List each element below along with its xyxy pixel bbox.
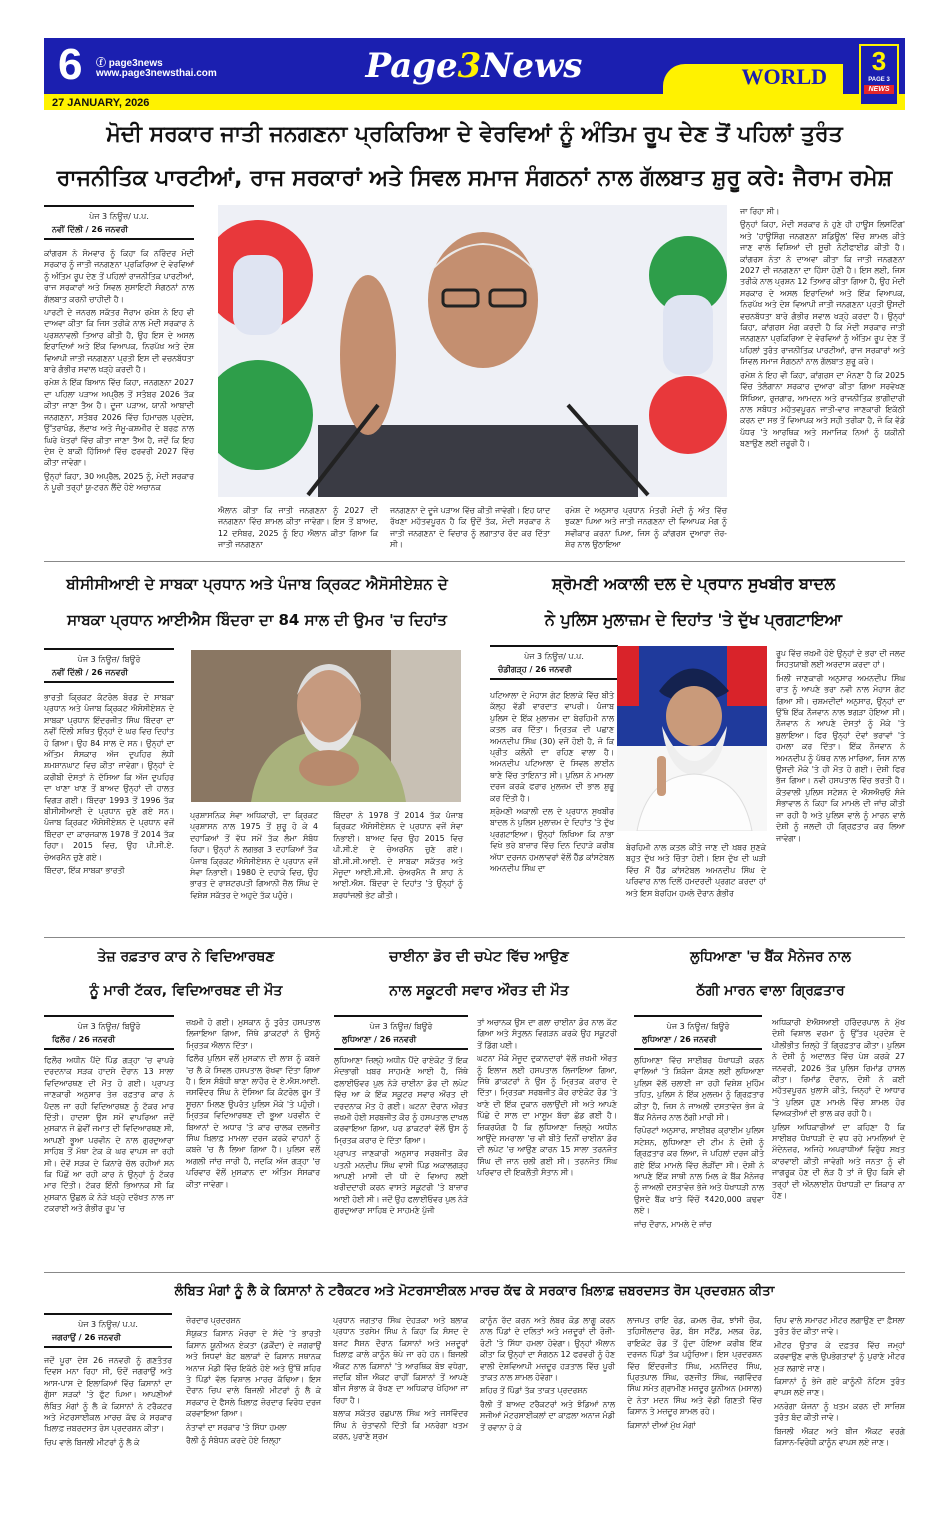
paragraph: ਮੀਟਰ ਉਤਾਰ ਕੇ ਦਫ਼ਤਰ ਵਿੱਚ ਜਮ੍ਹਾਂ ਕਰਵਾਉਣ ਵਾਲੇ ਉਪਭੋਗਤਾਵਾਂ ਨੂੰ ਪੁਰਾਣੇ ਮੀਟਰ ਮੁੜ ਲਗਾਏ ਜਾਣ। (774, 1340, 905, 1373)
paragraph: ਕਾਨੂੰਨ ਰੱਦ ਕਰਨ ਅਤੇ ਲੇਬਰ ਕੋਡ ਲਾਗੂ ਕਰਨ ਨਾਲ ਪਿੰਡਾਂ ਦੇ ਦਲਿਤਾਂ ਅਤੇ ਮਜ਼ਦੂਰਾਂ ਦੀ ਰੋਜ਼ੀ-ਰੋਟੀ 'ਤੇ ਸਿੱਧਾ ਹਮਲਾ ਹੋਵੇਗਾ। ਉਨ੍ਹਾਂ ਐਲਾਨ ਕੀਤਾ ਕਿ ਉਨ੍ਹਾਂ ਦਾ ਸੰਗਠਨ 12 ਫਰਵਰੀ ਨੂੰ ਹੋਣ ਵਾਲੀ ਦੇਸ਼ਵਿਆਪੀ ਮਜ਼ਦੂਰ ਹੜਤਾਲ ਵਿੱਚ ਪੂਰੀ ਤਾਕਤ ਨਾਲ ਸ਼ਾਮਲ ਹੋਵੇਗਾ। (480, 1316, 615, 1383)
paragraph: ਪਟਿਆਲਾ ਦੇ ਮੋਹਾਸ ਗੇਟ ਇਲਾਕੇ ਵਿੱਚ ਬੀਤੇ ਕੱਲ੍ਹ ਵੱਡੀ ਵਾਰਦਾਤ ਵਾਪਰੀ। ਪੰਜਾਬ ਪੁਲਿਸ ਦੇ ਇੱਕ ਮੁਲਾਜ਼ਮ ਦਾ ਬੇਰਹਿਮੀ ਨਾਲ ਕਤਲ ਕਰ ਦਿੱਤਾ। ਮ੍ਰਿਤਕ ਦੀ ਪਛਾਣ ਅਮਨਦੀਪ ਸਿੰਘ (30) ਵਜੋਂ ਹੋਈ ਹੈ, ਜੋ ਕਿ ਪ੍ਰੀਤ ਕਲੋਨੀ ਦਾ ਰਹਿਣ ਵਾਲਾ ਹੈ। ਅਮਨਦੀਪ ਪਟਿਆਲਾ ਦੇ ਸਿਵਲ ਲਾਈਨ ਥਾਣੇ ਵਿੱਚ ਤਾਇਨਾਤ ਸੀ। ਪੁਲਿਸ ਨੇ ਮਾਮਲਾ ਦਰਜ ਕਰਕੇ ਫਰਾਰ ਮੁਲਜ਼ਮ ਦੀ ਭਾਲ ਸ਼ੁਰੂ ਕਰ ਦਿੱਤੀ ਹੈ। (490, 691, 614, 803)
dateline: ਨਵੀਂ ਦਿੱਲੀ / 26 ਜਨਵਰੀ (52, 668, 128, 677)
headline-line: ਲੁਧਿਆਣਾ 'ਚ ਬੈਂਕ ਮੈਨੇਜਰ ਨਾਲ (690, 949, 851, 965)
paragraph: ਲੁਧਿਆਣਾ ਜ਼ਿਲ੍ਹੇ ਅਧੀਨ ਪੈਂਦੇ ਰਾਏਕੋਟ ਤੋਂ ਇਕ ਮੰਦਭਾਗੀ ਖ਼ਬਰ ਸਾਹਮਣੇ ਆਈ ਹੈ, ਜਿੱਥੇ ਫਲਾਈਓਵਰ ਪੁਲ ਨੇੜੇ ਚਾਈਨਾ ਡੋਰ ਦੀ ਲਪੇਟ ਵਿੱਚ ਆ ਕੇ ਇੱਕ ਸਕੂਟਰ ਸਵਾਰ ਔਰਤ ਦੀ ਦਰਦਨਾਕ ਮੌਤ ਹੋ ਗਈ। ਘਟਨਾ ਦੌਰਾਨ ਔਰਤ ਜ਼ਖਮੀ ਹੋਈ ਸਰਬਜੀਤ ਕੌਰ ਨੂੰ ਹਸਪਤਾਲ ਦਾਖਲ ਕਰਵਾਇਆ ਗਿਆ, ਪਰ ਡਾਕਟਰਾਂ ਵੱਲੋਂ ਉਸ ਨੂੰ ਮ੍ਰਿਤਕ ਕਰਾਰ ਦੇ ਦਿੱਤਾ ਗਿਆ। (334, 1056, 468, 1145)
badal-col-2 (626, 842, 766, 901)
dateline: ਫਿਲੌਰ / 26 ਜਨਵਰੀ (52, 1035, 116, 1044)
paragraph: ਜ਼ਖ਼ਮੀ ਹੋ ਗਈ। ਮੁਸਕਾਨ ਨੂੰ ਤੁਰੰਤ ਹਸਪਤਾਲ ਲਿਜਾਇਆ ਗਿਆ, ਜਿੱਥੇ ਡਾਕਟਰਾਂ ਨੇ ਉਸਨੂੰ ਮ੍ਰਿਤਕ ਐਲਾਨ ਦਿੱਤਾ। (186, 1018, 320, 1050)
facebook-icon: ⓕ (96, 58, 109, 69)
phillaur-col-1 (44, 1055, 174, 1217)
bindra-byline (44, 648, 174, 683)
china-dor-col-1 (334, 1055, 468, 1219)
farmers-col-4 (480, 1315, 615, 1435)
headline-line: ਮੋਦੀ ਸਰਕਾਰ ਜਾਤੀ ਜਨਗਣਨਾ ਪ੍ਰਕਿਰਿਆ ਦੇ ਵੇਰਵਿਆਂ ਨੂੰ ਅੰਤਿਮ ਰੂਪ ਦੇਣ ਤੋਂ ਪਹਿਲਾਂ ਤੁਰੰਤ (106, 122, 843, 147)
byline-agency: ਪੇਜ 3 ਨਿਊਜ਼/ ਬਿਊਰੋ (666, 1022, 730, 1031)
paragraph: ਪ੍ਰਧਾਨ ਜਗਤਾਰ ਸਿੰਘ ਦੇਹੜਕਾ ਅਤੇ ਬਲਾਕ ਪ੍ਰਧਾਨ ਤਰਸੇਮ ਸਿੰਘ ਨੇ ਕਿਹਾ ਕਿ ਸੰਸਦ ਦੇ ਬਜਟ ਸੈਸ਼ਨ ਦੌਰਾਨ ਕਿਸਾਨਾਂ ਅਤੇ ਮਜ਼ਦੂਰਾਂ ਖ਼ਿਲਾਫ਼ ਕਾਲੇ ਕਾਨੂੰਨ ਥੋਪੇ ਜਾ ਰਹੇ ਹਨ। ਬਿਜਲੀ ਐਕਟ ਨਾਲ ਕਿਸਾਨਾਂ 'ਤੇ ਆਰਥਿਕ ਬੋਝ ਵਧੇਗਾ, ਜਦਕਿ ਬੀਜ ਐਕਟ ਰਾਹੀਂ ਕਿਸਾਨਾਂ ਤੋਂ ਆਪਣੇ ਬੀਜ ਸੰਭਾਲ ਕੇ ਰੱਖਣ ਦਾ ਅਧਿਕਾਰ ਖੋਹਿਆ ਜਾ ਰਿਹਾ ਹੈ। (333, 1316, 468, 1405)
paragraph: ਰਮੇਸ਼ ਦੇ ਅਨੁਸਾਰ ਪ੍ਰਧਾਨ ਮੰਤਰੀ ਮੋਦੀ ਨੂੰ ਅੰਤ ਵਿੱਚ ਝੁਕਣਾ ਪਿਆ ਅਤੇ ਜਾਤੀ ਜਨਗਣਨਾ ਦੀ ਵਿਆਪਕ ਮੰਗ ਨੂੰ ਸਵੀਕਾਰ ਕਰਨਾ ਪਿਆ, ਜਿਸ ਨੂੰ ਕਾਂਗਰਸ ਦੁਆਰਾ ਜ਼ੋਰ-ਸ਼ੋਰ ਨਾਲ ਉਠਾਇਆ (565, 506, 727, 550)
paragraph: ਪ੍ਰਾਪਤ ਜਾਣਕਾਰੀ ਅਨੁਸਾਰ ਸਰਬਜੀਤ ਕੌਰ ਪਤਨੀ ਮਨਦੀਪ ਸਿੰਘ ਵਾਸੀ ਪਿੰਡ ਅਕਾਲਗੜ੍ਹ ਆਪਣੀ ਮਾਸੀ ਦੀ ਧੀ ਦੇ ਵਿਆਹ ਲਈ ਖਰੀਦਦਾਰੀ ਕਰਨ ਵਾਸਤੇ ਸਕੂਟਰੀ 'ਤੇ ਬਾਜ਼ਾਰ ਆਈ ਹੋਈ ਸੀ। ਜਦੋਂ ਉਹ ਫਲਾਈਓਵਰ ਪੁਲ ਨੇੜੇ ਗੁਰਦੁਆਰਾ ਸਾਹਿਬ ਦੇ ਸਾਹਮਣੇ ਪੁੱਜੀ (334, 1149, 468, 1216)
newspaper-logo (344, 46, 604, 86)
bindra-col-3 (333, 810, 463, 903)
paragraph: ਅਧਿਕਾਰੀ ਏਐਸਆਈ ਹਰਿੰਦਰਪਾਲ ਨੇ ਮੁੱਖ ਦੋਸ਼ੀ ਵਿਸ਼ਾਲ ਵਰਮਾ ਨੂੰ ਉੱਤਰ ਪ੍ਰਦੇਸ਼ ਦੇ ਪੀਲੀਭੀਤ ਜ਼ਿਲ੍ਹੇ ਤੋਂ ਗ੍ਰਿਫ਼ਤਾਰ ਕੀਤਾ। ਪੁਲਿਸ ਨੇ ਦੋਸ਼ੀ ਨੂੰ ਅਦਾਲਤ ਵਿੱਚ ਪੇਸ਼ ਕਰਕੇ 27 ਜਨਵਰੀ, 2026 ਤੱਕ ਪੁਲਿਸ ਰਿਮਾਂਡ ਹਾਸਲ ਕੀਤਾ। ਰਿਮਾਂਡ ਦੌਰਾਨ, ਦੋਸ਼ੀ ਨੇ ਕਈ ਮਹੱਤਵਪੂਰਨ ਖੁਲਾਸੇ ਕੀਤੇ, ਜਿਨ੍ਹਾਂ ਦੇ ਆਧਾਰ 'ਤੇ ਪੁਲਿਸ ਹੁਣ ਮਾਮਲੇ ਵਿੱਚ ਸ਼ਾਮਲ ਹੋਰ ਵਿਅਕਤੀਆਂ ਦੀ ਭਾਲ ਕਰ ਰਹੀ ਹੈ। (772, 1018, 905, 1119)
paragraph: ਸ਼੍ਰੋਮਣੀ ਅਕਾਲੀ ਦਲ ਦੇ ਪ੍ਰਧਾਨ ਸੁਖਬੀਰ ਬਾਦਲ ਨੇ ਪੁਲਿਸ ਮੁਲਾਜ਼ਮ ਦੇ ਦਿਹਾਂਤ 'ਤੇ ਦੁੱਖ ਪ੍ਰਗਟਾਇਆ। ਉਨ੍ਹਾਂ ਲਿਖਿਆ ਕਿ ਨਾਭਾ ਵਿਖੇ ਭਰੇ ਬਾਜ਼ਾਰ ਵਿੱਚ ਦਿਨ ਦਿਹਾੜੇ ਕਰੀਬ ਅੱਧਾ ਦਰਜਨ ਹਮਲਾਵਰਾਂ ਵੱਲੋਂ ਹੈੱਡ ਕਾਂਸਟੇਬਲ ਅਮਨਦੀਪ ਸਿੰਘ ਦਾ (490, 807, 614, 874)
headline-line: ਰਾਜਨੀਤਿਕ ਪਾਰਟੀਆਂ, ਰਾਜ ਸਰਕਾਰਾਂ ਅਤੇ ਸਿਵਲ ਸਮਾਜ ਸੰਗਠਨਾਂ ਨਾਲ ਗੱਲਬਾਤ ਸ਼ੁਰੂ ਕਰੇ: ਜੈਰਾਮ ਰਮੇਸ਼ (56, 166, 893, 191)
badal-byline (490, 645, 618, 680)
logo-part: Page (365, 46, 458, 86)
paragraph: ਐਲਾਨ ਕੀਤਾ ਕਿ ਜਾਤੀ ਜਨਗਣਨਾ ਨੂੰ 2027 ਦੀ ਜਨਗਣਨਾ ਵਿੱਚ ਸ਼ਾਮਲ ਕੀਤਾ ਜਾਵੇਗਾ। ਇਸ ਤੋਂ ਬਾਅਦ, 12 ਦਸੰਬਰ, 2025 ਨੂੰ ਇਹ ਐਲਾਨ ਕੀਤਾ ਗਿਆ ਕਿ ਜਾਤੀ ਜਨਗਣਨਾ (218, 506, 378, 550)
paragraph: ਰਮੇਸ਼ ਨੇ ਇਹ ਵੀ ਕਿਹਾ, ਕਾਂਗਰਸ ਦਾ ਮੰਨਣਾ ਹੈ ਕਿ 2025 ਵਿੱਚ ਤੇਲੰਗਾਨਾ ਸਰਕਾਰ ਦੁਆਰਾ ਕੀਤਾ ਗਿਆ ਸਰਵੇਖਣ ਸਿੱਖਿਆ, ਰੁਜ਼ਗਾਰ, ਆਮਦਨ ਅਤੇ ਰਾਜਨੀਤਿਕ ਭਾਗੀਦਾਰੀ ਨਾਲ ਸਬੰਧਤ ਮਹੱਤਵਪੂਰਨ ਜਾਤੀ-ਵਾਰ ਜਾਣਕਾਰੀ ਇਕੱਠੀ ਕਰਨ ਦਾ ਸਭ ਤੋਂ ਵਿਆਪਕ ਅਤੇ ਸਹੀ ਤਰੀਕਾ ਹੈ, ਜੋ ਕਿ ਵੱਡੇ ਪੱਧਰ 'ਤੇ ਆਰਥਿਕ ਅਤੇ ਸਮਾਜਿਕ ਨਿਆਂ ਨੂੰ ਯਕੀਨੀ ਬਣਾਉਣ ਲਈ ਜ਼ਰੂਰੀ ਹੈ। (740, 370, 905, 449)
bindra-headline (44, 566, 470, 638)
paragraph: ਕਾਂਗਰਸ ਨੇ ਸੋਮਵਾਰ ਨੂੰ ਕਿਹਾ ਕਿ ਨਰਿੰਦਰ ਮੋਦੀ ਸਰਕਾਰ ਨੂੰ ਜਾਤੀ ਜਨਗਣਨਾ ਪ੍ਰਕਿਰਿਆ ਦੇ ਵੇਰਵਿਆਂ ਨੂੰ ਅੰਤਿਮ ਰੂਪ ਦੇਣ ਤੋਂ ਪਹਿਲਾਂ ਰਾਜਨੀਤਿਕ ਪਾਰਟੀਆਂ, ਰਾਜ ਸਰਕਾਰਾਂ ਅਤੇ ਸਿਵਲ ਸੁਸਾਇਟੀ ਸੰਗਠਨਾਂ ਨਾਲ ਗੱਲਬਾਤ ਕਰਨੀ ਚਾਹੀਦੀ ਹੈ। (44, 249, 194, 304)
paragraph: ਕਿਸਾਨਾਂ ਨੂੰ ਭੇਜੇ ਗਏ ਕਾਨੂੰਨੀ ਨੋਟਿਸ ਤੁਰੰਤ ਵਾਪਸ ਲਏ ਜਾਣ। (774, 1377, 905, 1398)
paragraph: ਚਿਪ ਵਾਲੇ ਸਮਾਰਟ ਮੀਟਰ ਲਗਾਉਣ ਦਾ ਫ਼ੈਸਲਾ ਤੁਰੰਤ ਰੱਦ ਕੀਤਾ ਜਾਵੇ। (774, 1316, 905, 1337)
divider (44, 1272, 905, 1273)
headline-line: ਸ਼੍ਰੋਮਣੀ ਅਕਾਲੀ ਦਲ ਦੇ ਪ੍ਰਧਾਨ ਸੁਖਬੀਰ ਬਾਦਲ (551, 574, 836, 593)
main-col-5 (740, 206, 905, 452)
headline-line: ਚਾਈਨਾ ਡੋਰ ਦੀ ਚਪੇਟ ਵਿੱਚ ਆਉਣ (389, 949, 569, 965)
badal-col-3 (776, 648, 905, 846)
byline-agency: ਪੇਜ 3 ਨਿਊਜ਼/ ਬਿਊਰੋ (369, 1022, 433, 1031)
badge-text: PAGE 3 (868, 77, 890, 83)
bindra-col-1 (44, 692, 174, 879)
paragraph: ਭਾਰਤੀ ਕ੍ਰਿਕਟ ਕੰਟਰੋਲ ਬੋਰਡ ਦੇ ਸਾਬਕਾ ਪ੍ਰਧਾਨ ਅਤੇ ਪੰਜਾਬ ਕ੍ਰਿਕਟ ਐਸੋਸੀਏਸ਼ਨ ਦੇ ਸਾਬਕਾ ਪ੍ਰਧਾਨ ਇੰਦਰਜੀਤ ਸਿੰਘ ਬਿੰਦਰਾ ਦਾ ਨਵੀਂ ਦਿੱਲੀ ਸਥਿਤ ਉਨ੍ਹਾਂ ਦੇ ਘਰ ਵਿਚ ਦਿਹਾਂਤ ਹੋ ਗਿਆ। ਉਹ 84 ਸਾਲ ਦੇ ਸਨ। ਉਨ੍ਹਾਂ ਦਾ ਅੰਤਿਮ ਸੰਸਕਾਰ ਅੱਜ ਦੁਪਹਿਰ ਲੋਧੀ ਸ਼ਮਸ਼ਾਨਘਾਟ ਵਿਚ ਕੀਤਾ ਜਾਵੇਗਾ। ਉਨ੍ਹਾਂ ਦੇ ਕਰੀਬੀ ਦੋਸਤਾਂ ਨੇ ਦੱਸਿਆ ਕਿ ਅੱਜ ਦੁਪਹਿਰ ਦਾ ਖਾਣਾ ਖਾਣ ਤੋਂ ਬਾਅਦ ਉਨ੍ਹਾਂ ਦੀ ਹਾਲਤ ਵਿਗੜ ਗਈ। ਬਿੰਦਰਾ 1993 ਤੋਂ 1996 ਤੱਕ ਬੀਸੀਸੀਆਈ ਦੇ ਪ੍ਰਧਾਨ ਚੁਣੇ ਗਏ ਸਨ। ਪੰਜਾਬ ਕ੍ਰਿਕਟ ਐਸੋਸੀਏਸ਼ਨ ਦੇ ਪ੍ਰਧਾਨ ਵਜੋਂ ਬਿੰਦਰਾ ਦਾ ਕਾਰਜਕਾਲ 1978 ਤੋਂ 2014 ਤੱਕ ਰਿਹਾ। 2015 ਵਿਚ, ਉਹ ਪੀ.ਸੀ.ਏ. ਚੇਅਰਮੈਨ ਚੁਣੇ ਗਏ। (44, 693, 174, 862)
byline-agency: ਪੇਜ 3 ਨਿਊਜ਼/ ਬਿਊਰੋ (77, 655, 141, 664)
bank-fraud-headline (636, 940, 905, 1008)
bindra-col-2 (190, 810, 318, 903)
farmers-headline: ਲੰਬਿਤ ਮੰਗਾਂ ਨੂੰ ਲੈ ਕੇ ਕਿਸਾਨਾਂ ਨੇ ਟਰੈਕਟਰ ਅਤੇ ਮੋਟਰਸਾਈਕਲ ਮਾਰਚ ਕੱਢ ਕੇ ਸਰਕਾਰ ਖ਼ਿਲਾਫ਼ ਜ਼ਬਰਦਸਤ ਰੋਸ ਪ੍ਰਦਰਸ਼ਨ ਕੀਤਾ (174, 1284, 775, 1299)
headline-line: ਨੇ ਪੁਲਿਸ ਮੁਲਾਜ਼ਮ ਦੇ ਦਿਹਾਂਤ 'ਤੇ ਦੁੱਖ ਪ੍ਰਗਟਾਇਆ (544, 610, 843, 629)
main-col-4 (565, 505, 727, 553)
paragraph: ਤਾਂ ਅਚਾਨਕ ਉਸ ਦਾ ਗਲਾ ਚਾਈਨਾ ਡੋਰ ਨਾਲ ਕੱਟ ਗਿਆ ਅਤੇ ਸੰਤੁਲਨ ਵਿਗੜਨ ਕਰਕੇ ਉਹ ਸਕੂਟਰੀ ਤੋਂ ਡਿੱਗ ਪਈ। (477, 1018, 617, 1050)
china-dor-byline (334, 1015, 468, 1050)
dateline: ਲੁਧਿਆਣਾ / 26 ਜਨਵਰੀ (642, 1035, 717, 1044)
paragraph: ਬਿਜਲੀ ਐਕਟ ਅਤੇ ਬੀਜ ਐਕਟ ਵਰਗੇ ਕਿਸਾਨ-ਵਿਰੋਧੀ ਕਾਨੂੰਨ ਵਾਪਸ ਲਏ ਜਾਣ। (774, 1426, 905, 1448)
farmers-col-2 (186, 1315, 321, 1448)
paragraph: ਉਨ੍ਹਾਂ ਕਿਹਾ, ਮੋਦੀ ਸਰਕਾਰ ਨੇ ਹੁਣੇ ਹੀ ਹਾਊਸ ਲਿਸਟਿੰਗ' ਅਤੇ 'ਹਾਊਸਿੰਗ ਜਨਗਣਨਾ ਸ਼ਡਿਊਲ' ਵਿੱਚ ਸ਼ਾਮਲ ਕੀਤੇ ਜਾਣ ਵਾਲੇ ਵਿਸ਼ਿਆਂ ਦੀ ਸੂਚੀ ਨੋਟੀਫਾਈਡ ਕੀਤੀ ਹੈ। ਕਾਂਗਰਸ ਨੇਤਾ ਨੇ ਦਾਅਵਾ ਕੀਤਾ ਕਿ ਜਾਤੀ ਜਨਗਣਨਾ 2027 ਦੀ ਜਨਗਣਨਾ ਦਾ ਹਿੱਸਾ ਹੋਣੀ ਹੈ। ਇਸ ਲਈ, ਜਿਸ ਤਰੀਕੇ ਨਾਲ ਪ੍ਰਸ਼ਨ 12 ਤਿਆਰ ਕੀਤਾ ਗਿਆ ਹੈ, ਉਹ ਮੋਦੀ ਸਰਕਾਰ ਦੇ ਅਸਲ ਇਰਾਦਿਆਂ ਅਤੇ ਇੱਕ ਵਿਆਪਕ, ਨਿਰਪੱਖ ਅਤੇ ਦੇਸ਼ ਵਿਆਪੀ ਜਾਤੀ ਜਨਗਣਨਾ ਪ੍ਰਤੀ ਉਸਦੀ ਵਚਨਬੱਧਤਾ ਬਾਰੇ ਗੰਭੀਰ ਸਵਾਲ ਖੜ੍ਹੇ ਕਰਦਾ ਹੈ। ਉਨ੍ਹਾਂ ਕਿਹਾ, ਕਾਂਗਰਸ ਮੰਗ ਕਰਦੀ ਹੈ ਕਿ ਮੋਦੀ ਸਰਕਾਰ ਜਾਤੀ ਜਨਗਣਨਾ ਪ੍ਰਕਿਰਿਆ ਦੇ ਵੇਰਵਿਆਂ ਨੂੰ ਅੰਤਿਮ ਰੂਪ ਦੇਣ ਤੋਂ ਪਹਿਲਾਂ ਤੁਰੰਤ ਰਾਜਨੀਤਿਕ ਪਾਰਟੀਆਂ, ਰਾਜ ਸਰਕਾਰਾਂ ਅਤੇ ਸਿਵਲ ਸਮਾਜ ਸੰਗਠਨਾਂ ਨਾਲ ਗੱਲਬਾਤ ਸ਼ੁਰੂ ਕਰੇ। (740, 220, 905, 367)
dateline: ਚੰਡੀਗੜ੍ਹ / 26 ਜਨਵਰੀ (498, 665, 572, 674)
badge-number: 3 (871, 46, 887, 76)
paragraph: ਬੇਰਹਿਮੀ ਨਾਲ ਕਤਲ ਕੀਤੇ ਜਾਣ ਦੀ ਖ਼ਬਰ ਸੁਣਕੇ ਬਹੁਤ ਦੁੱਖ ਅਤੇ ਚਿੰਤਾ ਹੋਈ। ਇਸ ਦੁੱਖ ਦੀ ਘੜੀ ਵਿੱਚ ਮੈਂ ਹੈੱਡ ਕਾਂਸਟੇਬਲ ਅਮਨਦੀਪ ਸਿੰਘ ਦੇ ਪਰਿਵਾਰ ਨਾਲ ਦਿਲੋਂ ਹਮਦਰਦੀ ਪ੍ਰਗਟ ਕਰਦਾ ਹਾਂ ਅਤੇ ਇਸ ਬੇਰਹਿਮ ਹਮਲੇ ਦੌਰਾਨ ਗੰਭੀਰ (626, 843, 766, 898)
social-handle[interactable] (96, 54, 163, 69)
main-col-1 (44, 248, 194, 496)
jairam-ramesh-photo (218, 205, 727, 497)
byline-agency: ਪੇਜ 3 ਨਿਊਜ਼/ ਪ.ਪ. (78, 1320, 138, 1329)
main-headline (44, 113, 905, 201)
paragraph: ਜਦੋਂ ਪੂਰਾ ਦੇਸ਼ 26 ਜਨਵਰੀ ਨੂੰ ਗਣਤੰਤਰ ਦਿਵਸ ਮਨਾ ਰਿਹਾ ਸੀ, ਓਦੋਂ ਜਗਰਾਉਂ ਅਤੇ ਆਸ-ਪਾਸ ਦੇ ਇਲਾਕਿਆਂ ਵਿੱਚ ਕਿਸਾਨਾਂ ਦਾ ਗੁੱਸਾ ਸੜਕਾਂ 'ਤੇ ਫੁੱਟ ਪਿਆ। ਆਪਣੀਆਂ ਲੰਬਿਤ ਮੰਗਾਂ ਨੂੰ ਲੈ ਕੇ ਕਿਸਾਨਾਂ ਨੇ ਟਰੈਕਟਰ ਅਤੇ ਮੋਟਰਸਾਈਕਲ ਮਾਰਚ ਕੱਢ ਕੇ ਸਰਕਾਰ ਖ਼ਿਲਾਫ਼ ਜ਼ਬਰਦਸਤ ਰੋਸ ਪ੍ਰਦਰਸ਼ਨ ਕੀਤਾ। (44, 1356, 172, 1434)
paragraph: ਮਿਲੀ ਜਾਣਕਾਰੀ ਅਨੁਸਾਰ ਅਮਨਦੀਪ ਸਿੰਘ ਰਾਤ ਨੂੰ ਆਪਣੇ ਭਰਾ ਨਵੀ ਨਾਲ ਮੋਹਾਸ ਗੇਟ ਗਿਆ ਸੀ। ਚਸ਼ਮਦੀਦਾਂ ਅਨੁਸਾਰ, ਉਨ੍ਹਾਂ ਦਾ ਉੱਥੇ ਇੱਕ ਨੌਜਵਾਨ ਨਾਲ ਝਗੜਾ ਹੋਇਆ ਸੀ। ਨੌਜਵਾਨ ਨੇ ਆਪਣੇ ਦੋਸਤਾਂ ਨੂੰ ਮੌਕੇ 'ਤੇ ਬੁਲਾਇਆ। ਫਿਰ ਉਨ੍ਹਾਂ ਦੋਵਾਂ ਭਰਾਵਾਂ 'ਤੇ ਹਮਲਾ ਕਰ ਦਿੱਤਾ। ਇੱਕ ਨੌਜਵਾਨ ਨੇ ਅਮਨਦੀਪ ਨੂੰ ਪੱਥਰ ਨਾਲ ਮਾਰਿਆ, ਜਿਸ ਨਾਲ ਉਸਦੀ ਮੌਕੇ 'ਤੇ ਹੀ ਮੌਤ ਹੋ ਗਈ। ਦੋਸ਼ੀ ਫਿਰ ਭੱਜ ਗਿਆ। ਨਵੀ ਹਸਪਤਾਲ ਵਿੱਚ ਭਰਤੀ ਹੈ। ਕੋਤਵਾਲੀ ਪੁਲਿਸ ਸਟੇਸ਼ਨ ਦੇ ਐਸਐਚਓ ਸੰਜੇ ਸੰਭਾਵਾਲ ਨੇ ਕਿਹਾ ਕਿ ਮਾਮਲੇ ਦੀ ਜਾਂਚ ਕੀਤੀ ਜਾ ਰਹੀ ਹੈ ਅਤੇ ਪੁਲਿਸ ਵਾਲੇ ਨੂੰ ਮਾਰਨ ਵਾਲੇ ਦੋਸ਼ੀ ਨੂੰ ਜਲਦੀ ਹੀ ਗ੍ਰਿਫ਼ਤਾਰ ਕਰ ਲਿਆ ਜਾਵੇਗਾ। (776, 673, 905, 843)
farmers-byline (44, 1313, 172, 1348)
farmers-col-1 (44, 1355, 172, 1450)
paragraph: ਮਨਰੇਗਾ ਯੋਜਨਾ ਨੂੰ ਖ਼ਤਮ ਕਰਨ ਦੀ ਸਾਜ਼ਿਸ਼ ਤੁਰੰਤ ਬੰਦ ਕੀਤੀ ਜਾਵੇ। (774, 1401, 905, 1423)
farmers-col-6 (774, 1315, 905, 1450)
paragraph: ਕਿਸਾਨਾਂ ਦੀਆਂ ਮੁੱਖ ਮੰਗਾਂ (627, 1420, 696, 1430)
china-dor-col-2 (477, 1017, 617, 1181)
divider (44, 561, 905, 562)
paragraph: ਪਾਰਟੀ ਦੇ ਜਨਰਲ ਸਕੱਤਰ ਜੈਰਾਮ ਰਮੇਸ਼ ਨੇ ਇਹ ਵੀ ਦਾਅਵਾ ਕੀਤਾ ਕਿ ਜਿਸ ਤਰੀਕੇ ਨਾਲ ਮੋਦੀ ਸਰਕਾਰ ਨੇ ਪ੍ਰਸ਼ਨਾਵਲੀ ਤਿਆਰ ਕੀਤੀ ਹੈ, ਉਹ ਇਸ ਦੇ ਅਸਲ ਇਰਾਦਿਆਂ ਅਤੇ ਇੱਕ ਵਿਆਪਕ, ਨਿਰਪੱਖ ਅਤੇ ਦੇਸ਼ ਵਿਆਪੀ ਜਾਤੀ ਜਨਗਣਨਾ ਪ੍ਰਤੀ ਇਸ ਦੀ ਵਚਨਬੱਧਤਾ ਬਾਰੇ ਗੰਭੀਰ ਸਵਾਲ ਖੜ੍ਹੇ ਕਰਦੀ ਹੈ। (44, 308, 194, 375)
paragraph: ਸੰਯੁਕਤ ਕਿਸਾਨ ਮੋਰਚਾ ਦੇ ਸੱਦੇ 'ਤੇ ਭਾਰਤੀ ਕਿਸਾਨ ਯੂਨੀਅਨ ਏਕਤਾ (ਡਕੌਂਦਾ) ਦੇ ਜਗਰਾਉਂ ਅਤੇ ਸਿਧਵਾਂ ਬੇਟ ਬਲਾਕਾਂ ਦੇ ਕਿਸਾਨ ਸਥਾਨਕ ਅਨਾਜ ਮੰਡੀ ਵਿੱਚ ਇਕੱਠੇ ਹੋਏ ਅਤੇ ਉੱਥੋਂ ਸ਼ਹਿਰ ਤੇ ਪਿੰਡਾਂ ਵੱਲ ਵਿਸ਼ਾਲ ਮਾਰਚ ਕੱਢਿਆ। ਇਸ ਦੌਰਾਨ ਚਿਪ ਵਾਲੇ ਬਿਜਲੀ ਮੀਟਰਾਂ ਨੂੰ ਲੈ ਕੇ ਸਰਕਾਰ ਦੇ ਫੈਸਲੇ ਖ਼ਿਲਾਫ਼ ਜ਼ੋਰਦਾਰ ਵਿਰੋਧ ਦਰਜ ਕਰਵਾਇਆ ਗਿਆ। (186, 1329, 321, 1419)
badge-tag: NEWS (864, 85, 894, 94)
paragraph: ਉਨ੍ਹਾਂ ਕਿਹਾ, 30 ਅਪ੍ਰੈਲ, 2025 ਨੂੰ, ਮੋਦੀ ਸਰਕਾਰ ਨੇ ਪੂਰੀ ਤਰ੍ਹਾਂ ਯੂ-ਟਰਨ ਲੈਂਦੇ ਹੋਏ ਅਚਾਨਕ (44, 471, 194, 493)
paragraph: ਰੈਲੀ ਤੋਂ ਬਾਅਦ ਟਰੈਕਟਰਾਂ ਅਤੇ ਝੰਡਿਆਂ ਨਾਲ ਸਜੀਆਂ ਮੋਟਰਸਾਈਕਲਾਂ ਦਾ ਕਾਫ਼ਲਾ ਅਨਾਜ ਮੰਡੀ ਤੋਂ ਰਵਾਨਾ ਹੋ ਕੇ (480, 1399, 615, 1432)
headline-line: ਬੀਸੀਸੀਆਈ ਦੇ ਸਾਬਕਾ ਪ੍ਰਧਾਨ ਅਤੇ ਪੰਜਾਬ ਕ੍ਰਿਕਟ ਐਸੋਸੀਏਸ਼ਨ ਦੇ (66, 575, 448, 593)
paragraph: ਫਿਲੌਰ ਅਧੀਨ ਪੈਂਦੇ ਪਿੰਡ ਗੜ੍ਹਾ 'ਚ ਵਾਪਰੇ ਦਰਦਨਾਕ ਸੜਕ ਹਾਦਸੇ ਦੌਰਾਨ 13 ਸਾਲਾ ਵਿਦਿਆਰਥਣ ਦੀ ਮੌਤ ਹੋ ਗਈ। ਪ੍ਰਾਪਤ ਜਾਣਕਾਰੀ ਅਨੁਸਾਰ ਤੇਜ਼ ਰਫ਼ਤਾਰ ਕਾਰ ਨੇ ਪੈਦਲ ਜਾ ਰਹੀ ਵਿਦਿਆਰਥਣ ਨੂੰ ਟੱਕਰ ਮਾਰ ਦਿੱਤੀ। ਹਾਦਸਾ ਉਸ ਸਮੇਂ ਵਾਪਰਿਆ ਜਦੋਂ ਮੁਸਕਾਨ ਜੋ ਛੇਵੀਂ ਜਮਾਤ ਦੀ ਵਿਦਿਆਰਥਣ ਸੀ, ਆਪਣੀ ਭੂਆ ਪਰਵੀਨ ਦੇ ਨਾਲ ਗੁਰਦੁਆਰਾ ਸਾਹਿਬ ਤੋਂ ਮੱਥਾ ਟੇਕ ਕੇ ਘਰ ਵਾਪਸ ਜਾ ਰਹੀ ਸੀ। ਦੋਵੇਂ ਸੜਕ ਦੇ ਕਿਨਾਰੇ ਚੱਲ ਰਹੀਆਂ ਸਨ ਕਿ ਪਿੱਛੋਂ ਆ ਰਹੀ ਕਾਰ ਨੇ ਉਨ੍ਹਾਂ ਨੂੰ ਟੱਕਰ ਮਾਰ ਦਿੱਤੀ। ਟੱਕਰ ਇੰਨੀ ਭਿਆਨਕ ਸੀ ਕਿ ਮੁਸਕਾਨ ਉਛਲ ਕੇ ਨੇੜੇ ਖੜ੍ਹੇ ਦਰੱਖਤ ਨਾਲ ਜਾ ਟਕਰਾਈ ਅਤੇ ਗੰਭੀਰ ਰੂਪ 'ਚ (44, 1056, 174, 1214)
headline-line: ਠੱਗੀ ਮਾਰਨ ਵਾਲਾ ਗ੍ਰਿਫ਼ਤਾਰ (696, 983, 845, 999)
bank-fraud-col-2 (772, 1017, 905, 1204)
phillaur-headline (44, 940, 328, 1008)
section-label: WORLD (741, 64, 827, 89)
logo-part: News (481, 46, 583, 86)
is-bindra-photo (191, 650, 461, 802)
farmers-col-5 (627, 1315, 762, 1433)
page-number: 6 (58, 40, 83, 89)
paragraph: ਬਲਾਕ ਸਕੱਤਰ ਰਛਪਾਲ ਸਿੰਘ ਅਤੇ ਜਸਵਿੰਦਰ ਸਿੰਘ ਨੇ ਚੇਤਾਵਨੀ ਦਿੱਤੀ ਕਿ ਮਨਰੇਗਾ ਖ਼ਤਮ ਕਰਨ, ਪੁਰਾਣੇ ਸ਼੍ਰਮ (333, 1409, 468, 1442)
sukhbir-badal-photo (617, 646, 767, 831)
dateline: ਲੁਧਿਆਣਾ / 26 ਜਨਵਰੀ (342, 1035, 417, 1044)
byline-agency: ਪੇਜ 3 ਨਿਊਜ਼/ ਬਿਊਰੋ (77, 1022, 141, 1031)
website-link[interactable]: www.page3newsthai.com (96, 68, 217, 79)
page3-badge-logo (859, 44, 899, 106)
headline-line: ਸਾਬਕਾ ਪ੍ਰਧਾਨ ਆਈਐਸ ਬਿੰਦਰਾ ਦਾ 84 ਸਾਲ ਦੀ ਉਮਰ 'ਚ ਦਿਹਾਂਤ (67, 611, 447, 629)
paragraph: ਲਾਜਪਤ ਰਾਇ ਰੋਡ, ਕਮਲ ਚੌਕ, ਝਾਂਸੀ ਚੌਕ, ਤਹਿਸੀਲਦਾਰ ਰੋਡ, ਬੱਸ ਸਟੈਂਡ, ਮਲਕ ਰੋਡ, ਰਾਇਕੋਟ ਰੋਡ ਤੋਂ ਹੁੰਦਾ ਹੋਇਆ ਕਰੀਬ ਇੱਕ ਦਰਜਨ ਪਿੰਡਾਂ ਤੱਕ ਪਹੁੰਚਿਆ। ਇਸ ਪ੍ਰਦਰਸ਼ਨ ਵਿੱਚ ਇੰਦਰਜੀਤ ਸਿੰਘ, ਮਨਜਿੰਦਰ ਸਿੰਘ, ਪ੍ਰਿਤਪਾਲ ਸਿੰਘ, ਰਣਜੀਤ ਸਿੰਘ, ਜਗਵਿੰਦਰ ਸਿੰਘ ਸਮੇਤ ਗ੍ਰਾਮੀਣ ਮਜ਼ਦੂਰ ਯੂਨੀਅਨ (ਮਸਾਲ) ਦੇ ਨੇਤਾ ਮਦਨ ਸਿੰਘ ਅਤੇ ਵੱਡੀ ਗਿਣਤੀ ਵਿੱਚ ਕਿਸਾਨ ਤੇ ਮਜ਼ਦੂਰ ਸ਼ਾਮਲ ਰਹੇ। (627, 1316, 762, 1417)
paragraph: ਰਮੇਸ਼ ਨੇ ਇੱਕ ਬਿਆਨ ਵਿੱਚ ਕਿਹਾ, ਜਨਗਣਨਾ 2027 ਦਾ ਪਹਿਲਾ ਪੜਾਅ ਅਪ੍ਰੈਲ ਤੋਂ ਸਤੰਬਰ 2026 ਤੱਕ ਕੀਤਾ ਜਾਣਾ ਤੈਅ ਹੈ। ਦੂਜਾ ਪੜਾਅ, ਯਾਨੀ ਆਬਾਦੀ ਜਨਗਣਨਾ, ਸਤੰਬਰ 2026 ਵਿੱਚ ਹਿਮਾਚਲ ਪ੍ਰਦੇਸ਼, ਉੱਤਰਾਖੰਡ, ਲੱਦਾਖ ਅਤੇ ਜੰਮੂ-ਕਸ਼ਮੀਰ ਦੇ ਬਰਫ਼ ਨਾਲ ਘਿਰੇ ਖੇਤਰਾਂ ਵਿੱਚ ਕੀਤਾ ਜਾਣਾ ਤੈਅ ਹੈ, ਜਦੋਂ ਕਿ ਇਹ ਦੇਸ਼ ਦੇ ਬਾਕੀ ਹਿੱਸਿਆਂ ਵਿੱਚ ਫਰਵਰੀ 2027 ਵਿੱਚ ਕੀਤਾ ਜਾਵੇਗਾ। (44, 378, 194, 468)
phillaur-byline (44, 1015, 174, 1050)
byline-agency: ਪੇਜ 3 ਨਿਊਜ਼/ ਪ.ਪ. (89, 212, 149, 221)
paragraph: ਜਾਂਚ ਦੌਰਾਨ, ਮਾਮਲੇ ਦੇ ਜਾਂਚ (634, 1219, 712, 1229)
paragraph: ਪ੍ਰਸ਼ਾਸਨਿਕ ਸੇਵਾ ਅਧਿਕਾਰੀ, ਦਾ ਕ੍ਰਿਕਟ ਪ੍ਰਸ਼ਾਸਨ ਨਾਲ 1975 ਤੋਂ ਸ਼ੁਰੂ ਹੋ ਕੇ 4 ਦਹਾਕਿਆਂ ਤੋਂ ਵੱਧ ਸਮੇਂ ਤੱਕ ਲੰਮਾ ਸੰਬੰਧ ਰਿਹਾ। ਉਨ੍ਹਾਂ ਨੇ ਲਗਭਗ 3 ਦਹਾਕਿਆਂ ਤੱਕ ਪੰਜਾਬ ਕ੍ਰਿਕਟ ਐਸੋਸੀਏਸ਼ਨ ਦੇ ਪ੍ਰਧਾਨ ਵਜੋਂ ਸੇਵਾ ਨਿਭਾਈ। 1980 ਦੇ ਦਹਾਕੇ ਵਿਚ, ਉਹ ਭਾਰਤ ਦੇ ਰਾਸ਼ਟਰਪਤੀ ਗਿਆਨੀ ਜ਼ੈਲ ਸਿੰਘ ਦੇ ਵਿਸ਼ੇਸ਼ ਸਕੱਤਰ ਦੇ ਅਹੁਦੇ ਤੱਕ ਪਹੁੰਚੇ। (190, 811, 318, 900)
paragraph: ਜਨਗਣਨਾ ਦੇ ਦੂਜੇ ਪੜਾਅ ਵਿੱਚ ਕੀਤੀ ਜਾਵੇਗੀ। ਇਹ ਯਾਦ ਰੱਖਣਾ ਮਹੱਤਵਪੂਰਨ ਹੈ ਕਿ ਉਦੋਂ ਤੱਕ, ਮੋਦੀ ਸਰਕਾਰ ਨੇ ਜਾਤੀ ਜਨਗਣਨਾ ਦੇ ਵਿਚਾਰ ਨੂੰ ਲਗਾਤਾਰ ਰੱਦ ਕਰ ਦਿੱਤਾ ਸੀ। (390, 506, 550, 550)
dateline: ਜਗਰਾਉਂ / 26 ਜਨਵਰੀ (52, 1333, 121, 1342)
badal-headline (482, 566, 905, 638)
paragraph: ਰੂਪ ਵਿੱਚ ਜ਼ਖ਼ਮੀ ਹੋਏ ਉਨ੍ਹਾਂ ਦੇ ਭਰਾ ਦੀ ਜਲਦ ਸਿਹਤਯਾਬੀ ਲਈ ਅਰਦਾਸ ਕਰਦਾ ਹਾਂ। (776, 649, 905, 670)
paragraph: ਨੇਤਾਵਾਂ ਦਾ ਸਰਕਾਰ 'ਤੇ ਸਿੱਧਾ ਹਮਲਾ (186, 1422, 287, 1432)
headline-line: ਨੂੰ ਮਾਰੀ ਟੱਕਰ, ਵਿਦਿਆਰਥਣ ਦੀ ਮੌਤ (89, 983, 283, 999)
masthead (44, 38, 905, 110)
paragraph: ਚਿਪ ਵਾਲੇ ਬਿਜਲੀ ਮੀਟਰਾਂ ਨੂੰ ਲੈ ਕੇ (44, 1437, 140, 1447)
issue-date: 27 JANUARY, 2026 (52, 97, 150, 109)
divider (44, 937, 905, 938)
social-handle-text: page3news (108, 58, 163, 69)
china-dor-headline (334, 940, 624, 1008)
bank-fraud-byline (634, 1015, 762, 1050)
main-col-3 (390, 505, 550, 553)
bank-fraud-col-1 (634, 1055, 764, 1232)
farmers-col-3 (333, 1315, 468, 1444)
paragraph: ਰੈਲੀ ਨੂੰ ਸੰਬੋਧਨ ਕਰਦੇ ਹੋਏ ਜ਼ਿਲ੍ਹਾ (186, 1436, 281, 1446)
phillaur-col-2 (186, 1017, 320, 1192)
paragraph: ਜ਼ੋਰਦਾਰ ਪ੍ਰਦਰਸ਼ਨ (186, 1316, 241, 1325)
paragraph: ਬਿੰਦਰਾ, ਇੱਕ ਸਾਬਕਾ ਭਾਰਤੀ (44, 866, 125, 876)
dateline: ਨਵੀਂ ਦਿੱਲੀ / 26 ਜਨਵਰੀ (52, 225, 128, 234)
badal-col-1 (490, 690, 614, 877)
headline-line: ਤੇਜ਼ ਰਫ਼ਤਾਰ ਕਾਰ ਨੇ ਵਿਦਿਆਰਥਣ (97, 949, 275, 965)
main-col-2 (218, 505, 378, 553)
byline-agency: ਪੇਜ 3 ਨਿਊਜ਼/ ਪ.ਪ. (524, 652, 584, 661)
paragraph: ਜਾ ਰਿਹਾ ਸੀ। (740, 207, 780, 216)
paragraph: ਘਟਨਾ ਮੌਕੇ ਮੌਜੂਦ ਦੁਕਾਨਦਾਰਾਂ ਵੱਲੋਂ ਜ਼ਖਮੀ ਔਰਤ ਨੂੰ ਇਲਾਜ ਲਈ ਹਸਪਤਾਲ ਲਿਜਾਇਆ ਗਿਆ, ਜਿੱਥੇ ਡਾਕਟਰਾਂ ਨੇ ਉਸ ਨੂੰ ਮ੍ਰਿਤਕ ਕਰਾਰ ਦੇ ਦਿੱਤਾ। ਮ੍ਰਿਤਕਾ ਸਰਬਜੀਤ ਕੌਰ ਰਾਏਕੋਟ ਰੋਡ 'ਤੇ ਖਾਣੇ ਦੀ ਇੱਕ ਦੁਕਾਨ ਚਲਾਉਂਦੀ ਸੀ ਅਤੇ ਆਪਣੇ ਪਿੱਛੇ ਦੋ ਸਾਲ ਦਾ ਮਾਸੂਮ ਬੱਚਾ ਛੱਡ ਗਈ ਹੈ। ਜ਼ਿਕਰਯੋਗ ਹੈ ਕਿ ਲੁਧਿਆਣਾ ਜ਼ਿਲ੍ਹੇ ਅਧੀਨ ਆਉਂਦੇ ਸਮਰਾਲਾ 'ਚ ਵੀ ਬੀਤੇ ਦਿਨੀਂ ਚਾਈਨਾ ਡੋਰ ਦੀ ਲਪੇਟ 'ਚ ਆਉਣ ਕਾਰਨ 15 ਸਾਲਾ ਤਰਨਜੋਤ ਸਿੰਘ ਦੀ ਜਾਨ ਚਲੀ ਗਈ ਸੀ। ਤਰਨਜੋਤ ਸਿੰਘ ਪਰਿਵਾਰ ਦੀ ਇਕਲੌਤੀ ਸੰਤਾਨ ਸੀ। (477, 1054, 617, 1178)
paragraph: ਰਿਪੋਰਟਾਂ ਅਨੁਸਾਰ, ਸਾਈਬਰ ਕ੍ਰਾਈਮ ਪੁਲਿਸ ਸਟੇਸ਼ਨ, ਲੁਧਿਆਣਾ ਦੀ ਟੀਮ ਨੇ ਦੋਸ਼ੀ ਨੂੰ ਗ੍ਰਿਫ਼ਤਾਰ ਕਰ ਲਿਆ, ਜੋ ਪਹਿਲਾਂ ਦਰਜ ਕੀਤੇ ਗਏ ਇੱਕ ਮਾਮਲੇ ਵਿੱਚ ਲੋੜੀਂਦਾ ਸੀ। ਦੋਸ਼ੀ ਨੇ ਆਪਣੇ ਇੱਕ ਸਾਥੀ ਨਾਲ ਮਿਲ ਕੇ ਬੈਂਕ ਮੈਨੇਜਰ ਨੂੰ ਜਾਅਲੀ ਦਸਤਾਵੇਜ਼ ਭੇਜੇ ਅਤੇ ਧੋਖਾਧੜੀ ਨਾਲ ਉਸਦੇ ਬੈਂਕ ਖਾਤੇ ਵਿੱਚੋਂ ₹420,000 ਕਢਵਾ ਲਏ। (634, 1126, 764, 1216)
paragraph: ਪੁਲਿਸ ਅਧਿਕਾਰੀਆਂ ਦਾ ਕਹਿਣਾ ਹੈ ਕਿ ਸਾਈਬਰ ਧੋਖਾਧੜੀ ਦੇ ਵਧ ਰਹੇ ਮਾਮਲਿਆਂ ਦੇ ਮੱਦੇਨਜ਼ਰ, ਅਜਿਹੇ ਅਪਰਾਧੀਆਂ ਵਿਰੁੱਧ ਸਖ਼ਤ ਕਾਰਵਾਈ ਕੀਤੀ ਜਾਵੇਗੀ ਅਤੇ ਜਨਤਾ ਨੂੰ ਵੀ ਜਾਗਰੂਕ ਹੋਣ ਦੀ ਲੋੜ ਹੈ ਤਾਂ ਜੋ ਉਹ ਕਿਸੇ ਵੀ ਤਰ੍ਹਾਂ ਦੀ ਔਨਲਾਈਨ ਧੋਖਾਧੜੀ ਦਾ ਸ਼ਿਕਾਰ ਨਾ ਹੋਣ। (772, 1122, 905, 1201)
paragraph: ਸ਼ਹਿਰ ਤੋਂ ਪਿੰਡਾਂ ਤੱਕ ਤਾਕਤ ਪ੍ਰਦਰਸ਼ਨ (480, 1386, 588, 1396)
paragraph: ਬਿੰਦਰਾ ਨੇ 1978 ਤੋਂ 2014 ਤੱਕ ਪੰਜਾਬ ਕ੍ਰਿਕਟ ਐਸੋਸੀਏਸ਼ਨ ਦੇ ਪ੍ਰਧਾਨ ਵਜੋਂ ਸੇਵਾ ਨਿਭਾਈ। ਬਾਅਦ ਵਿਚ ਉਹ 2015 ਵਿਚ ਪੀ.ਸੀ.ਏ ਦੇ ਚੇਅਰਮੈਨ ਚੁਣੇ ਗਏ। ਬੀ.ਸੀ.ਸੀ.ਆਈ. ਦੇ ਸਾਬਕਾ ਸਕੱਤਰ ਅਤੇ ਮੌਜੂਦਾ ਆਈ.ਸੀ.ਸੀ. ਚੇਅਰਮੈਨ ਜੈ ਸ਼ਾਹ ਨੇ ਆਈ.ਐਸ. ਬਿੰਦਰਾ ਦੇ ਦਿਹਾਂਤ 'ਤੇ ਉਨ੍ਹਾਂ ਨੂੰ ਸ਼ਰਧਾਂਜਲੀ ਭੇਟ ਕੀਤੀ। (333, 811, 463, 900)
logo-part: 3 (457, 46, 482, 86)
paragraph: ਫਿਲੌਰ ਪੁਲਿਸ ਵਲੋਂ ਮੁਸਕਾਨ ਦੀ ਲਾਸ਼ ਨੂੰ ਕਬਜ਼ੇ 'ਚ ਲੈ ਕੇ ਸਿਵਲ ਹਸਪਤਾਲ ਰੱਖਵਾ ਦਿੱਤਾ ਗਿਆ ਹੈ। ਇਸ ਸੰਬੰਧੀ ਥਾਣਾ ਲਾਹੌਰ ਦੇ ਏ.ਐਸ.ਆਈ. ਜਸਵਿੰਦਰ ਸਿੰਘ ਨੇ ਦੱਸਿਆ ਕਿ ਕੰਟਰੋਲ ਰੂਮ ਤੋਂ ਸੂਚਨਾ ਮਿਲਣ ਉਪਰੰਤ ਪੁਲਿਸ ਮੌਕੇ 'ਤੇ ਪਹੁੰਚੀ। ਮ੍ਰਿਤਕ ਵਿਦਿਆਰਥਣ ਦੀ ਭੂਆ ਪਰਵੀਨ ਦੇ ਬਿਆਨਾਂ ਦੇ ਅਧਾਰ 'ਤੇ ਕਾਰ ਚਾਲਕ ਦਲਜੀਤ ਸਿੰਘ ਖ਼ਿਲਾਫ਼ ਮਾਮਲਾ ਦਰਜ ਕਰਕੇ ਵਾਹਨਾਂ ਨੂੰ ਕਬਜ਼ੇ 'ਚ ਲੈ ਲਿਆ ਗਿਆ ਹੈ। ਪੁਲਿਸ ਵਲੋਂ ਅਗਲੀ ਜਾਂਚ ਜਾਰੀ ਹੈ, ਜਦਕਿ ਅੱਜ ਗੜ੍ਹਾ 'ਚ ਪਰਿਵਾਰ ਵੱਲੋਂ ਮੁਸਕਾਨ ਦਾ ਅੰਤਿਮ ਸੰਸਕਾਰ ਕੀਤਾ ਜਾਵੇਗਾ। (186, 1054, 320, 1189)
headline-line: ਨਾਲ ਸਕੂਟਰੀ ਸਵਾਰ ਔਰਤ ਦੀ ਮੌਤ (389, 983, 569, 999)
paragraph: ਲੁਧਿਆਣਾ ਵਿੱਚ ਸਾਈਬਰ ਧੋਖਾਧੜੀ ਕਰਨ ਵਾਲਿਆਂ 'ਤੇ ਸ਼ਿਕੰਜਾ ਕੱਸਣ ਲਈ ਲੁਧਿਆਣਾ ਪੁਲਿਸ ਵੱਲੋਂ ਚਲਾਈ ਜਾ ਰਹੀ ਵਿਸ਼ੇਸ਼ ਮੁਹਿੰਮ ਤਹਿਤ, ਪੁਲਿਸ ਨੇ ਇੱਕ ਮੁਲਜ਼ਮ ਨੂੰ ਗ੍ਰਿਫ਼ਤਾਰ ਕੀਤਾ ਹੈ, ਜਿਸ ਨੇ ਜਾਅਲੀ ਦਸਤਾਵੇਜ਼ ਭੇਜ ਕੇ ਬੈਂਕ ਮੈਨੇਜਰ ਨਾਲ ਠੱਗੀ ਮਾਰੀ ਸੀ। (634, 1056, 764, 1123)
main-byline (44, 205, 194, 240)
